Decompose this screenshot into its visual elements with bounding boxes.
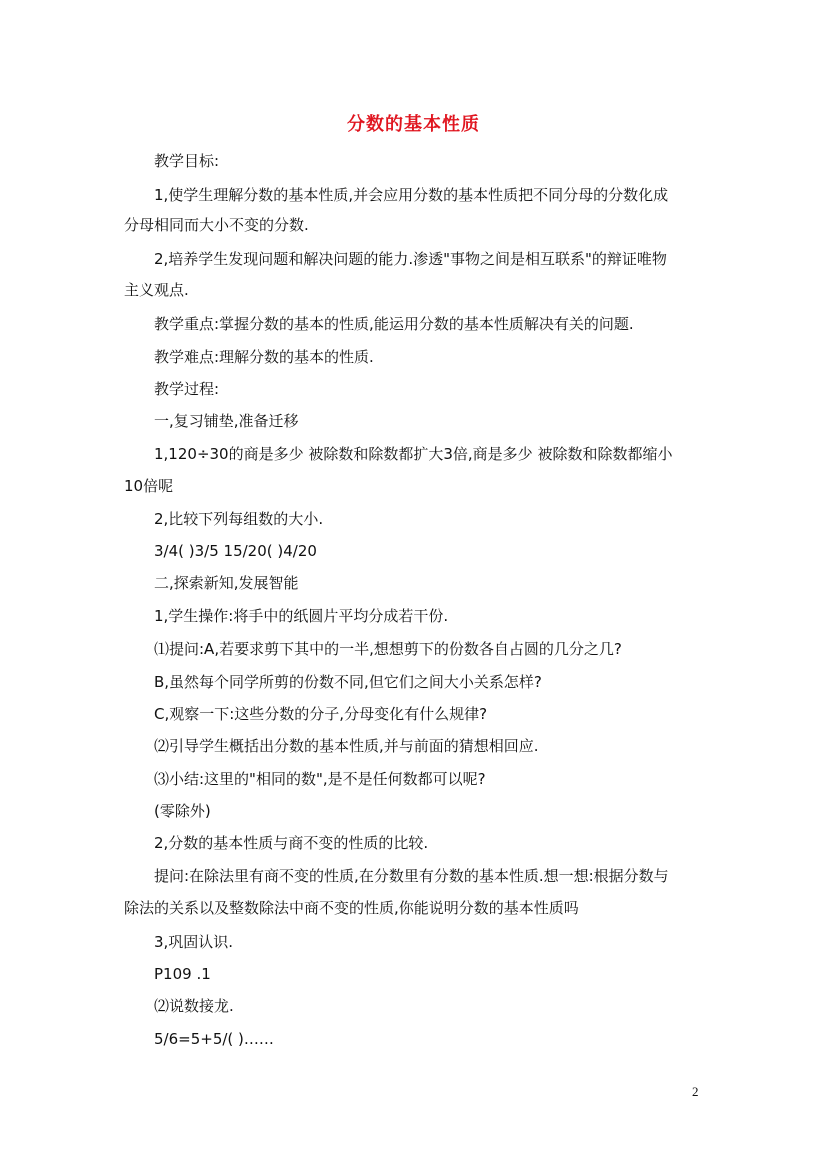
text-line: 1,120÷30的商是多少 被除数和除数都扩大3倍,商是多少 被除数和除数都缩小	[124, 445, 673, 463]
text-line: 教学过程:	[124, 380, 220, 398]
document-title: 分数的基本性质	[347, 114, 480, 135]
text-line: 1,使学生理解分数的基本性质,并会应用分数的基本性质把不同分母的分数化成	[124, 186, 669, 204]
text-line: P109 .1	[124, 965, 211, 983]
text-line: 5/6=5+5/( )……	[124, 1030, 274, 1048]
text-line: 3,巩固认识.	[124, 933, 234, 951]
text-line: 除法的关系以及整数除法中商不变的性质,你能说明分数的基本性质吗	[124, 899, 579, 917]
text-line: 主义观点.	[124, 281, 189, 299]
text-line: 教学重点:掌握分数的基本的性质,能运用分数的基本性质解决有关的问题.	[124, 315, 634, 333]
text-line: 一,复习铺垫,准备迁移	[124, 412, 299, 430]
text-line: 教学难点:理解分数的基本的性质.	[124, 348, 374, 366]
page-number: 2	[692, 1084, 699, 1099]
text-line: 1,学生操作:将手中的纸圆片平均分成若干份.	[124, 607, 449, 625]
text-line: ⑶小结:这里的"相同的数",是不是任何数都可以呢?	[124, 770, 486, 788]
text-line: 2,比较下列每组数的大小.	[124, 510, 324, 528]
text-line: 2,分数的基本性质与商不变的性质的比较.	[124, 834, 429, 852]
text-line: 3/4( )3/5 15/20( )4/20	[124, 542, 317, 560]
text-line: ⑵说数接龙.	[124, 997, 234, 1015]
text-line: (零除外)	[124, 802, 211, 820]
text-line: 分母相同而大小不变的分数.	[124, 216, 309, 234]
text-line: B,虽然每个同学所剪的份数不同,但它们之间大小关系怎样?	[124, 673, 542, 691]
text-line: 10倍呢	[124, 477, 174, 495]
text-line: ⑵引导学生概括出分数的基本性质,并与前面的猜想相回应.	[124, 737, 539, 755]
text-line: 教学目标:	[124, 152, 220, 170]
text-line: 二,探索新知,发展智能	[124, 574, 299, 592]
text-line: 提问:在除法里有商不变的性质,在分数里有分数的基本性质.想一想:根据分数与	[124, 867, 669, 885]
text-line: 2,培养学生发现问题和解决问题的能力.渗透"事物之间是相互联系"的辩证唯物	[124, 250, 667, 268]
text-line: C,观察一下:这些分数的分子,分母变化有什么规律?	[124, 705, 488, 723]
text-line: ⑴提问:A,若要求剪下其中的一半,想想剪下的份数各自占圆的几分之几?	[124, 640, 622, 658]
